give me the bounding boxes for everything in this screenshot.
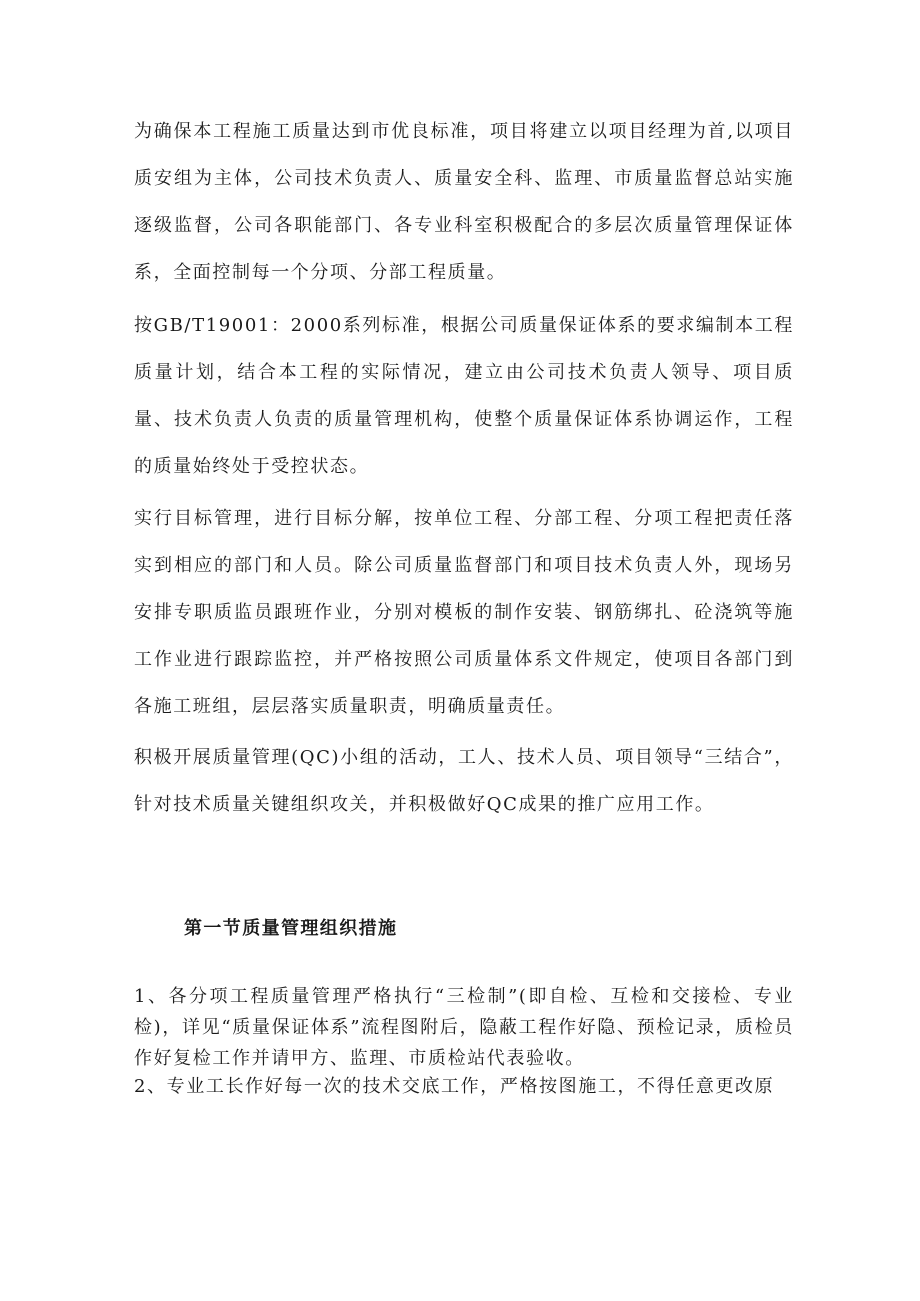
section-heading: 第一节质量管理组织措施 [184,918,398,939]
body-paragraph-qc-group: 积极开展质量管理(QC)小组的活动，工人、技术人员、项目领导“三结合”，针对技术质量关键组织攻关，并积极做好QC成果的推广应用工作。 [134,747,794,815]
body-paragraph-target-management: 实行目标管理，进行目标分解，按单位工程、分部工程、分项工程把责任落实到相应的部门和人员。除公司质量监督部门和项目技术负责人外，现场另安排专职质监员跟班作业，分别对模板的制作安装、钢筋绑扎、砼浇筑等施工作业进行跟踪监控，并严格按照公司质量体系文件规定，使项目各部门到各施工班组，层层落实质量职责，明确质量责任。 [134,508,794,717]
section-item-2: 2、专业工长作好每一次的技术交底工作，严格按图施工，不得任意更改原 [134,1076,775,1097]
body-paragraph-quality-goal: 为确保本工程施工质量达到市优良标准，项目将建立以项目经理为首,以项目质安组为主体，公司技术负责人、质量安全科、监理、市质量监督总站实施逐级监督，公司各职能部门、各专业科室积极配合的多层次质量管理保证体系，全面控制每一个分项、分部工程质量。 [134,121,794,283]
body-paragraph-quality-plan: 按GB/T19001：2000系列标准，根据公司质量保证体系的要求编制本工程质量计划，结合本工程的实际情况，建立由公司技术负责人领导、项目质量、技术负责人负责的质量管理机构，使整个质量保证体系协调运作，工程的质量始终处于受控状态。 [134,315,794,477]
section-item-1: 1、各分项工程质量管理严格执行“三检制”(即自检、互检和交接检、专业检)，详见“质量保证体系”流程图附后，隐蔽工程作好隐、预检记录，质检员作好复检工作并请甲方、监理、市质检站代表验收。 [134,986,794,1069]
